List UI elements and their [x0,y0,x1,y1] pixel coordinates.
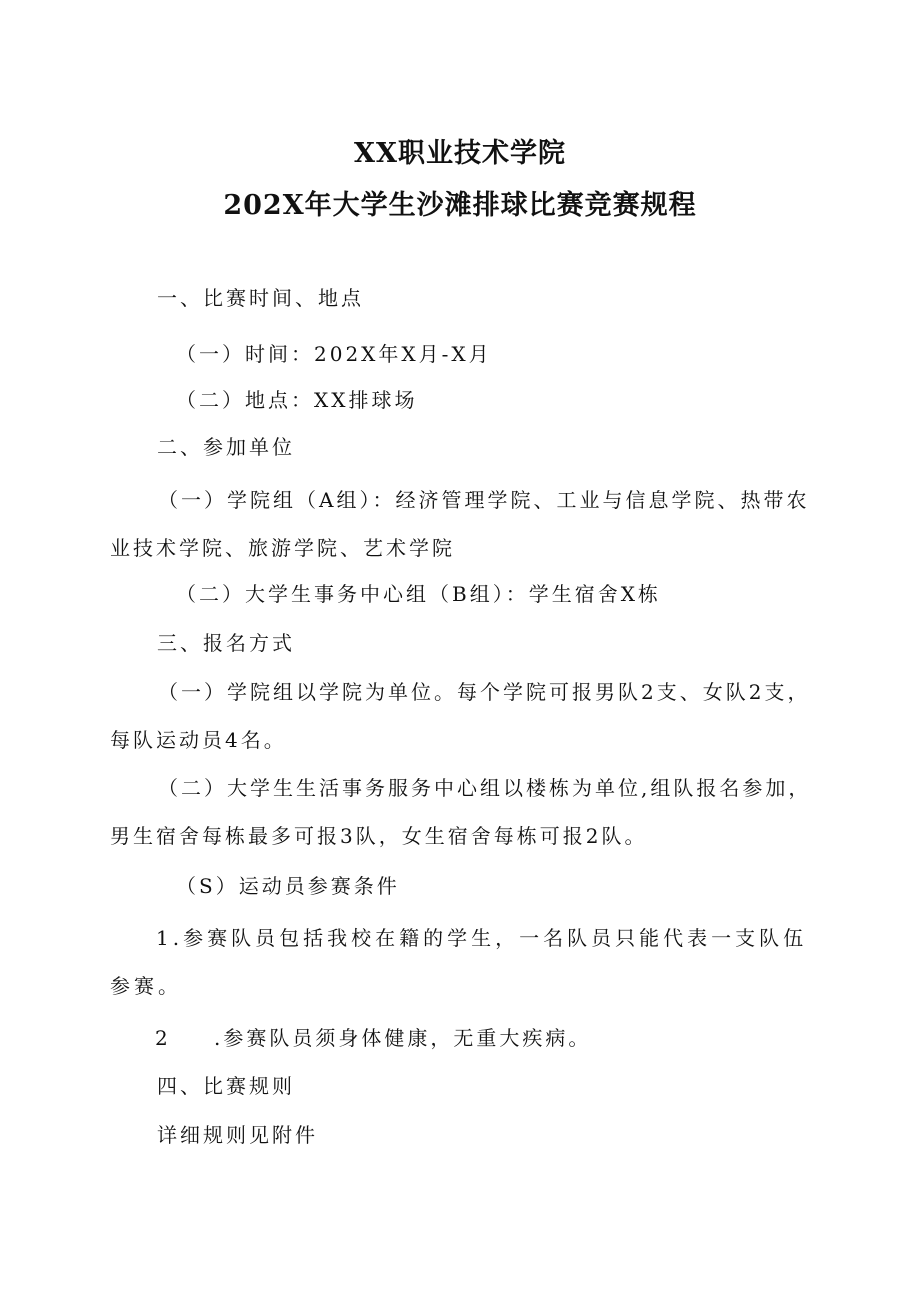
section-3-rule-2-number: 2 [155,1026,171,1050]
section-2-group-a: （一）学院组（A组）：经济管理学院、工业与信息学院、热带农业技术学院、旅游学院、艺术学院 [110,488,810,560]
section-1-location: （二）地点：XX排球场 [176,388,418,412]
section-3-rule-1: 1.参赛队员包括我校在籍的学生，一名队员只能代表一支队伍参赛。 [110,926,808,998]
section-3-dorm-group: （二）大学生生活事务服务中心组以楼栋为单位,组队报名参加，男生宿舍每栋最多可报3队，女生宿舍每栋可报2队。 [110,776,812,848]
section-3-eligibility-heading: （S）运动员参赛条件 [176,874,400,898]
section-3-rule-2-text: .参赛队员须身体健康，无重大疾病。 [214,1026,592,1050]
section-4-heading: 四、比赛规则 [157,1074,295,1098]
section-1-heading: 一、比赛时间、地点 [157,286,364,310]
section-2-heading: 二、参加单位 [157,435,295,459]
section-3-college-group: （一）学院组以学院为单位。每个学院可报男队2支、女队2支，每队运动员4名。 [110,680,811,752]
document-title: 202X年大学生沙滩排球比赛竞赛规程 [223,190,697,221]
section-1-time: （一）时间：202X年X月-X月 [176,342,492,366]
institution-title: XX职业技术学院 [354,138,566,169]
section-2-group-b: （二）大学生事务中心组（B组）：学生宿舍X栋 [176,582,661,606]
section-4-text: 详细规则见附件 [157,1123,318,1147]
section-3-heading: 三、报名方式 [157,631,295,655]
